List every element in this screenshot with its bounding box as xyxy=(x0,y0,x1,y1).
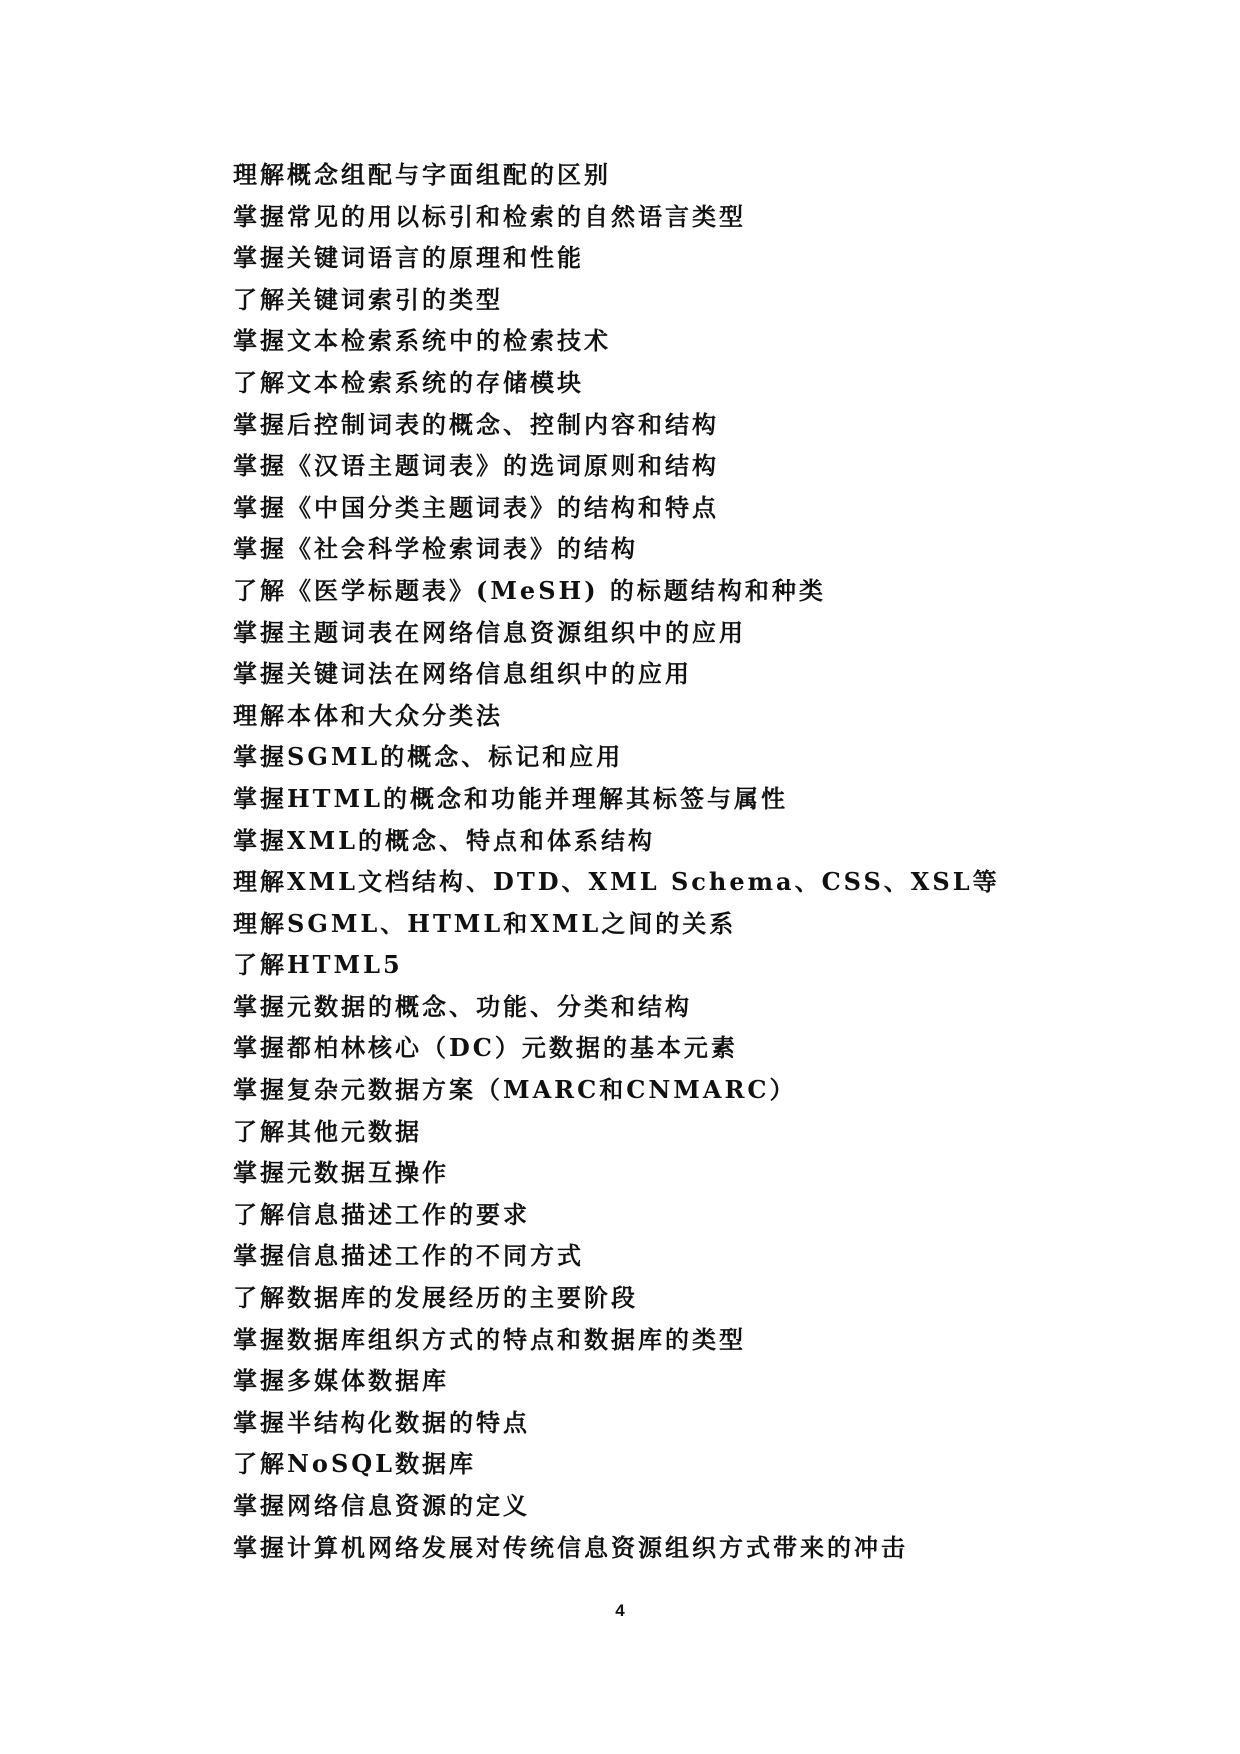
syllabus-line: 掌握XML的概念、特点和体系结构 xyxy=(233,825,656,855)
syllabus-line: 掌握《汉语主题词表》的选词原则和结构 xyxy=(233,451,719,481)
syllabus-line: 掌握《社会科学检索词表》的结构 xyxy=(233,534,638,564)
syllabus-line: 了解《医学标题表》(MeSH) 的标题结构和种类 xyxy=(233,575,826,605)
syllabus-line: 掌握关键词语言的原理和性能 xyxy=(233,243,584,273)
syllabus-line: 理解SGML、HTML和XML之间的关系 xyxy=(233,908,737,938)
syllabus-line: 掌握计算机网络发展对传统信息资源组织方式带来的冲击 xyxy=(233,1532,908,1562)
syllabus-line: 掌握数据库组织方式的特点和数据库的类型 xyxy=(233,1324,746,1354)
syllabus-line: 理解概念组配与字面组配的区别 xyxy=(233,160,611,189)
syllabus-line: 掌握信息描述工作的不同方式 xyxy=(233,1241,584,1271)
syllabus-line: 了解数据库的发展经历的主要阶段 xyxy=(233,1283,638,1313)
syllabus-line: 了解NoSQL数据库 xyxy=(233,1449,477,1479)
syllabus-line: 掌握后控制词表的概念、控制内容和结构 xyxy=(233,409,719,439)
syllabus-line: 掌握主题词表在网络信息资源组织中的应用 xyxy=(233,617,746,647)
syllabus-line: 了解关键词索引的类型 xyxy=(233,284,503,314)
syllabus-line: 了解HTML5 xyxy=(233,950,403,980)
syllabus-line: 掌握多媒体数据库 xyxy=(233,1366,449,1396)
syllabus-line: 掌握SGML的概念、标记和应用 xyxy=(233,742,624,772)
syllabus-line: 了解文本检索系统的存储模块 xyxy=(233,367,584,397)
syllabus-line: 掌握元数据互操作 xyxy=(233,1158,449,1188)
syllabus-line: 掌握HTML的概念和功能并理解其标签与属性 xyxy=(233,783,788,813)
page-number: 4 xyxy=(615,1601,625,1620)
syllabus-line: 掌握复杂元数据方案（MARC和CNMARC） xyxy=(233,1075,797,1105)
syllabus-line: 了解其他元数据 xyxy=(233,1116,422,1146)
syllabus-line: 掌握都柏林核心（DC）元数据的基本元素 xyxy=(233,1033,738,1063)
syllabus-line: 理解XML文档结构、DTD、XML Schema、CSS、XSL等 xyxy=(233,867,1000,897)
syllabus-line: 掌握常见的用以标引和检索的自然语言类型 xyxy=(233,201,746,231)
syllabus-line: 掌握《中国分类主题词表》的结构和特点 xyxy=(233,492,719,522)
syllabus-line: 掌握关键词法在网络信息组织中的应用 xyxy=(233,659,692,689)
syllabus-line: 了解信息描述工作的要求 xyxy=(233,1199,530,1229)
syllabus-line: 掌握半结构化数据的特点 xyxy=(233,1407,530,1437)
syllabus-line: 掌握网络信息资源的定义 xyxy=(233,1491,530,1520)
syllabus-list xyxy=(233,154,1000,1568)
syllabus-line: 掌握文本检索系统中的检索技术 xyxy=(233,326,611,356)
syllabus-line: 理解本体和大众分类法 xyxy=(233,700,503,730)
syllabus-line: 掌握元数据的概念、功能、分类和结构 xyxy=(233,991,692,1021)
